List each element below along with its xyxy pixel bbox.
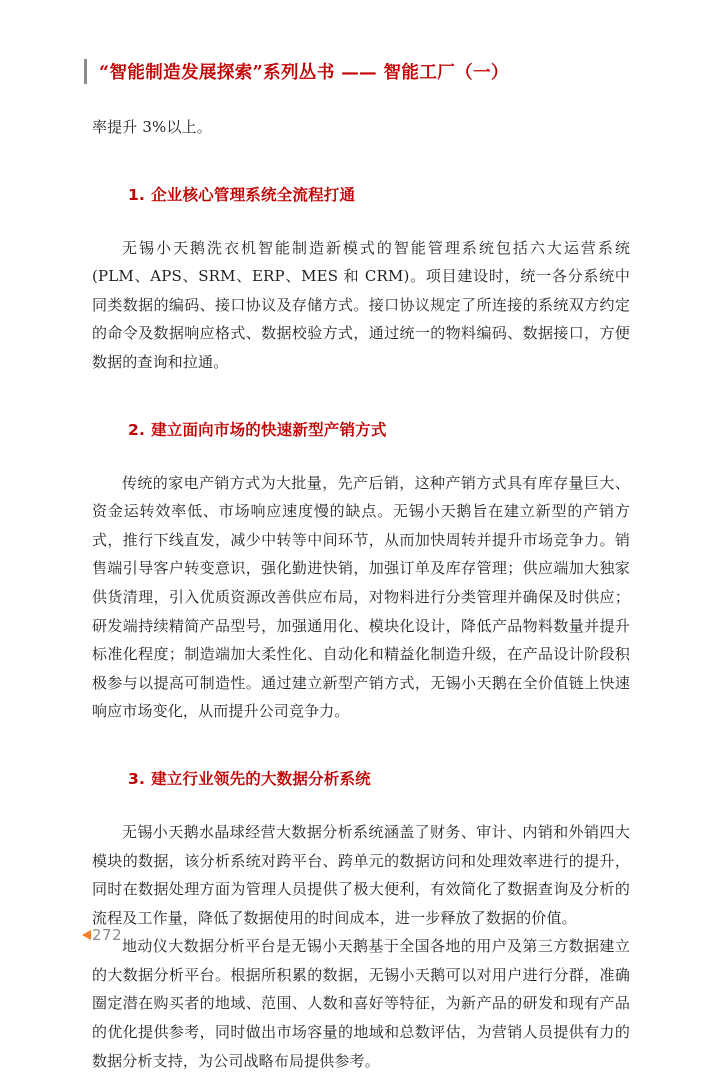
section-2-paragraph-1: 传统的家电产销方式为大批量，先产后销，这种产销方式具有库存量巨大、资金运转效率低、市场响应速度慢的缺点。无锡小天鹅旨在建立新型的产销方式，推行下线直发，减少中转等中间环节，从而加快周转并提升市场竞争力。销售端引导客户转变意识，强化勤进快销，加强订单及库存管理；供应端加大独家供货清理，引入优质资源改善供应布局，对物料进行分类管理并确保及时供应；研发端持续精简产品型号，加强通用化、模块化设计，降低产品物料数量并提升标准化程度；制造端加大柔性化、自动化和精益化制造升级，在产品设计阶段积极参与以提高可制造性。通过建立新型产销方式，无锡小天鹅在全价值链上快速响应市场变化，从而提升公司竞争力。 [92, 473, 630, 721]
section-heading-3 [92, 766, 630, 792]
section-title-1: 企业核心管理系统全流程打通 [151, 185, 356, 204]
spacer [92, 443, 630, 469]
section-number-2: 2. [128, 420, 146, 439]
page-content [92, 113, 630, 1075]
header-accent-rule [84, 59, 87, 84]
header-title: “智能制造发展探索”系列丛书 —— 智能工厂（一） [99, 62, 509, 83]
lead-paragraph: 率提升 3%以上。 [92, 118, 212, 136]
section-title-2: 建立面向市场的快速新型产销方式 [151, 420, 387, 439]
spacer [92, 377, 630, 417]
section-3-paragraph-2: 地动仪大数据分析平台是无锡小天鹅基于全国各地的用户及第三方数据建立的大数据分析平台。根据所积累的数据，无锡小天鹅可以对用户进行分群，准确圈定潜在购买者的地域、范围、人数和喜好等特征，为新产品的研发和现有产品的优化提供参考，同时做出市场容量的地域和总数评估，为营销人员提供有力的数据分析支持，为公司战略布局提供参考。 [92, 937, 630, 1070]
spacer [92, 208, 630, 234]
section-number-3: 3. [128, 769, 146, 788]
page-number: 272 [92, 926, 123, 944]
section-heading-1 [92, 182, 630, 208]
spacer [92, 726, 630, 766]
running-header [84, 56, 509, 86]
section-number-1: 1. [128, 185, 146, 204]
section-heading-2 [92, 417, 630, 443]
spacer [92, 792, 630, 818]
section-1-paragraph-1: 无锡小天鹅洗衣机智能制造新模式的智能管理系统包括六大运营系统(PLM、APS、SRM、ERP、MES 和 CRM)。项目建设时，统一各分系统中同类数据的编码、接口协议及存储方式。接口协议规定了所连接的系统双方约定的命令及数据响应格式、数据校验方式，通过统一的物料编码、数据接口，方便数据的查询和拉通。 [92, 238, 630, 371]
section-3-paragraph-1: 无锡小天鹅水晶球经营大数据分析系统涵盖了财务、审计、内销和外销四大模块的数据，该分析系统对跨平台、跨单元的数据访问和处理效率进行的提升，同时在数据处理方面为管理人员提供了极大便利，有效简化了数据查询及分析的流程及工作量，降低了数据使用的时间成本，进一步释放了数据的价值。 [92, 822, 630, 927]
section-title-3: 建立行业领先的大数据分析系统 [151, 769, 371, 788]
spacer [92, 142, 630, 182]
triangle-left-icon [82, 930, 91, 940]
page-folio [82, 925, 122, 945]
